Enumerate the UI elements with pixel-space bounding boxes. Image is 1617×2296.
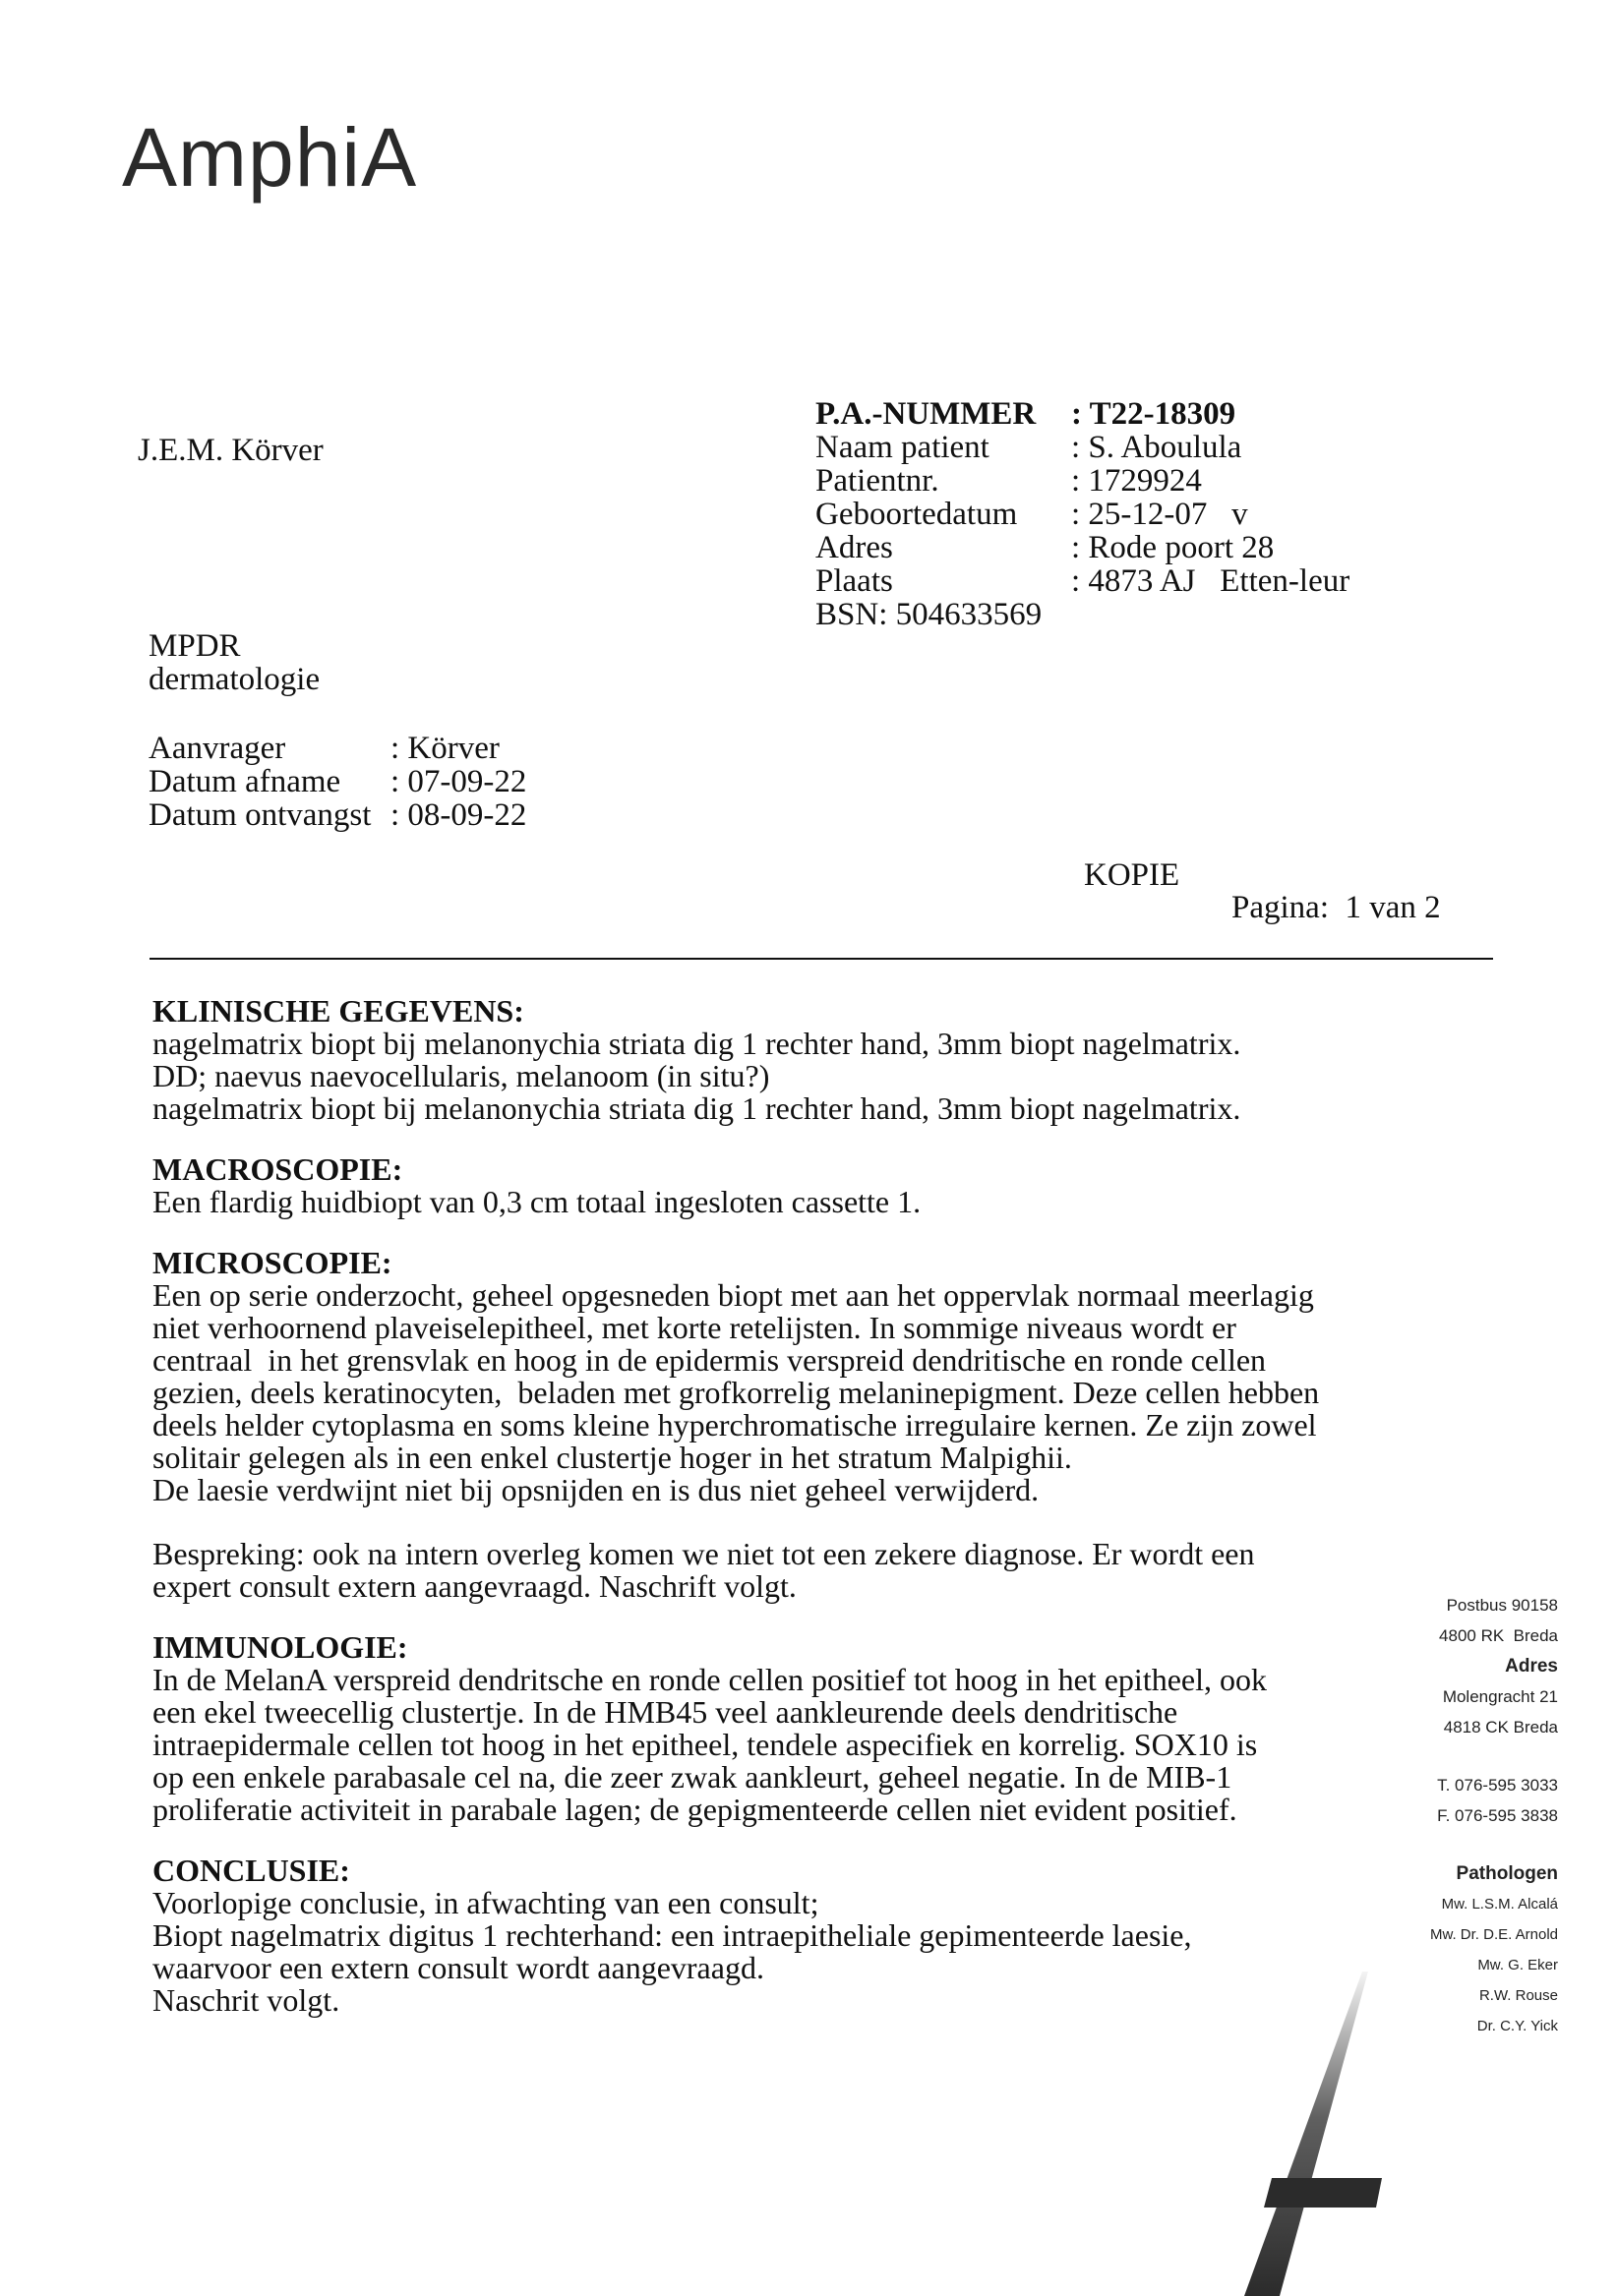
text-line: proliferatie activiteit in parabale lagen; de gepigmenteerde cellen niet evident positief. bbox=[152, 1792, 1237, 1827]
street: Molengracht 21 bbox=[1442, 1687, 1558, 1706]
pathologist: Mw. Dr. D.E. Arnold bbox=[1429, 1926, 1558, 1943]
postbus-postcode: 4800 RK Breda bbox=[1439, 1626, 1558, 1645]
section-title: MICROSCOPIE: bbox=[152, 1245, 392, 1280]
phone: T. 076-595 3033 bbox=[1437, 1776, 1558, 1795]
brand-mark-bar bbox=[1264, 2178, 1382, 2208]
text-line: Naschrit volgt. bbox=[152, 1982, 340, 2018]
patient-name-label: Naam patient bbox=[815, 430, 989, 465]
pathologist: Mw. L.S.M. Alcalá bbox=[1441, 1896, 1558, 1913]
copy-label: KOPIE bbox=[1084, 857, 1180, 893]
requester-value: : Körver bbox=[390, 731, 500, 766]
text-line: centraal in het grensvlak en hoog in de epidermis verspreid dendritische en ronde cellen bbox=[152, 1342, 1267, 1378]
pa-number-value: : T22-18309 bbox=[1071, 396, 1236, 432]
address-label: Adres bbox=[815, 530, 893, 565]
section-title: CONCLUSIE: bbox=[152, 1853, 350, 1888]
city-row bbox=[815, 564, 1349, 598]
section-klinische-gegevens bbox=[152, 995, 1421, 1125]
text-line: Biopt nagelmatrix digitus 1 rechterhand: een intraepitheliale gepimenteerde laesie, bbox=[152, 1917, 1192, 1953]
section-title: IMMUNOLOGIE: bbox=[152, 1629, 408, 1665]
department-line-1: MPDR bbox=[149, 628, 241, 664]
collection-date-value: : 07-09-22 bbox=[390, 764, 527, 799]
spacer bbox=[1397, 1742, 1558, 1770]
address-heading: Adres bbox=[1505, 1656, 1558, 1677]
patient-number-label: Patientnr. bbox=[815, 463, 939, 499]
pathologist: Dr. C.Y. Yick bbox=[1476, 2018, 1558, 2034]
patient-info bbox=[815, 397, 1349, 631]
text-line: solitair gelegen als in een enkel clustertje hoger in het stratum Malpighii. bbox=[152, 1440, 1072, 1475]
section-immunologie bbox=[152, 1631, 1421, 1826]
request-info bbox=[149, 732, 526, 832]
text-line: nagelmatrix biopt bij melanonychia striata dig 1 rechter hand, 3mm biopt nagelmatrix. bbox=[152, 1026, 1241, 1061]
page-indicator: Pagina: 1 van 2 bbox=[1231, 890, 1441, 925]
amphia-logo: AmphiA bbox=[122, 111, 418, 204]
pa-number-label: P.A.-NUMMER bbox=[815, 396, 1037, 432]
text-line: Een flardig huidbiopt van 0,3 cm totaal ingesloten cassette 1. bbox=[152, 1184, 922, 1219]
patient-name-row bbox=[815, 431, 1349, 464]
pathologist: Mw. G. Eker bbox=[1477, 1957, 1558, 1973]
text-line: niet verhoornend plaveiselepitheel, met korte retelijsten. In sommige niveaus wordt er bbox=[152, 1310, 1236, 1345]
fax: F. 076-595 3838 bbox=[1437, 1806, 1558, 1825]
spacer bbox=[1397, 1831, 1558, 1858]
text-line: waarvoor een extern consult wordt aangevraagd. bbox=[152, 1950, 764, 1985]
report-body bbox=[152, 995, 1421, 2045]
collection-date-label: Datum afname bbox=[149, 764, 341, 799]
text-line: intraepidermale cellen tot hoog in het epitheel, tendele aspecifiek en korrelig. SOX10 is bbox=[152, 1727, 1258, 1762]
department bbox=[149, 629, 320, 696]
postcode-city: 4818 CK Breda bbox=[1443, 1718, 1558, 1737]
birthdate-value: : 25-12-07 v bbox=[1071, 497, 1248, 532]
text-line: een ekel tweecellig clustertje. In de HMB45 veel aankleurende deels dendritische bbox=[152, 1694, 1178, 1730]
text-line: Een op serie onderzocht, geheel opgesneden biopt met aan het oppervlak normaal meerlagig bbox=[152, 1277, 1314, 1313]
text-line: deels helder cytoplasma en soms kleine hyperchromatische irregulaire kernen. Ze zijn zowel bbox=[152, 1407, 1317, 1442]
text-line: nagelmatrix biopt bij melanonychia striata dig 1 rechter hand, 3mm biopt nagelmatrix. bbox=[152, 1090, 1241, 1126]
address-value: : Rode poort 28 bbox=[1071, 530, 1275, 565]
bsn: BSN: 504633569 bbox=[815, 597, 1043, 632]
requester-label: Aanvrager bbox=[149, 731, 286, 766]
pa-number-row bbox=[815, 397, 1349, 431]
section-bespreking bbox=[152, 1538, 1421, 1603]
section-macroscopie bbox=[152, 1153, 1421, 1218]
received-date-row bbox=[149, 798, 526, 832]
pathologists-heading: Pathologen bbox=[1456, 1863, 1558, 1884]
department-line-2: dermatologie bbox=[149, 662, 321, 697]
address-row bbox=[815, 531, 1349, 564]
text-line: In de MelanA verspreid dendritsche en ronde cellen positief tot hoog in het epitheel, ook bbox=[152, 1662, 1267, 1697]
received-date-value: : 08-09-22 bbox=[390, 797, 527, 833]
text-line: De laesie verdwijnt niet bij opsnijden en is dus niet geheel verwijderd. bbox=[152, 1472, 1040, 1507]
patient-name-value: : S. Aboulula bbox=[1071, 430, 1242, 465]
text-line: Bespreking: ook na intern overleg komen we niet tot een zekere diagnose. Er wordt een bbox=[152, 1536, 1255, 1571]
text-line: Voorlopige conclusie, in afwachting van een consult; bbox=[152, 1885, 819, 1920]
received-date-label: Datum ontvangst bbox=[149, 797, 372, 833]
amphia-brand-mark bbox=[1225, 1972, 1392, 2296]
birthdate-label: Geboortedatum bbox=[815, 497, 1018, 532]
text-line: DD; naevus naevocellularis, melanoom (in situ?) bbox=[152, 1058, 770, 1093]
postbus: Postbus 90158 bbox=[1446, 1596, 1558, 1615]
birthdate-row bbox=[815, 498, 1349, 531]
patient-number-row bbox=[815, 464, 1349, 498]
header-divider bbox=[150, 958, 1493, 960]
requester-row bbox=[149, 732, 526, 765]
recipient-name: J.E.M. Körver bbox=[138, 433, 324, 468]
section-title: KLINISCHE GEGEVENS: bbox=[152, 993, 524, 1029]
pathologist: R.W. Rouse bbox=[1478, 1987, 1558, 2004]
sidebar-contact bbox=[1397, 1590, 1558, 2041]
collection-date-row bbox=[149, 765, 526, 798]
city-label: Plaats bbox=[815, 563, 893, 599]
text-line: expert consult extern aangevraagd. Naschrift volgt. bbox=[152, 1568, 797, 1604]
text-line: gezien, deels keratinocyten, beladen met grofkorrelig melaninepigment. Deze cellen hebben bbox=[152, 1375, 1320, 1410]
section-title: MACROSCOPIE: bbox=[152, 1151, 403, 1187]
patient-number-value: : 1729924 bbox=[1071, 463, 1202, 499]
city-value: : 4873 AJ Etten-leur bbox=[1071, 563, 1350, 599]
brand-mark-stroke bbox=[1244, 1972, 1368, 2296]
text-line: op een enkele parabasale cel na, die zeer zwak aankleurt, geheel negatie. In de MIB-1 bbox=[152, 1759, 1232, 1795]
section-microscopie bbox=[152, 1247, 1421, 1506]
